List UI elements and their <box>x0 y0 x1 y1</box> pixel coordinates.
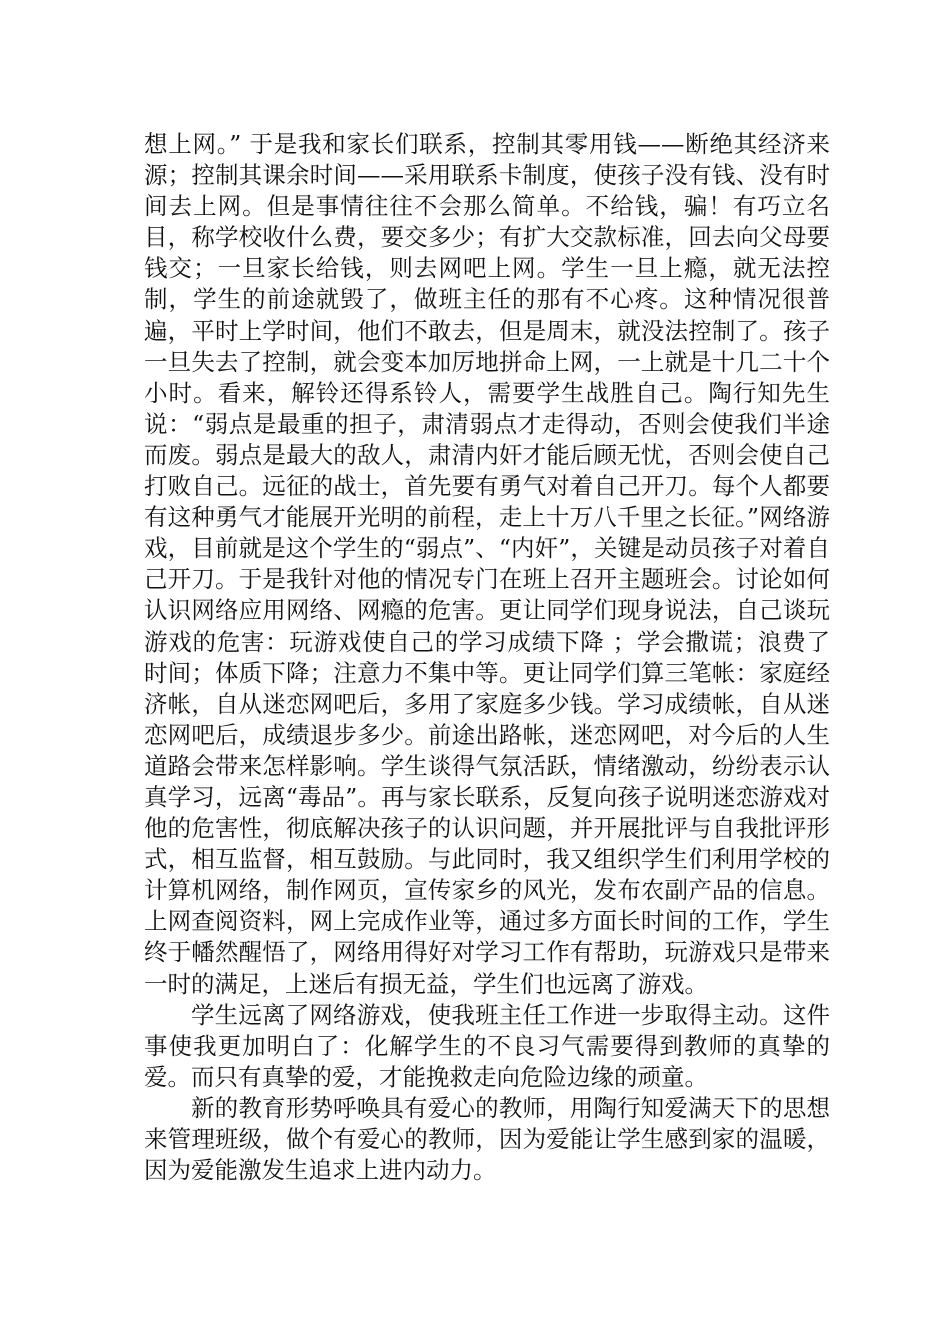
paragraph-conclusion: 新的教育形势呼唤具有爱心的教师，用陶行知爱满天下的思想来管理班级，做个有爱心的教师，因为爱能让学生感到家的温暖，因为爱能激发生追求上进内动力。 <box>144 1093 830 1185</box>
document-body <box>144 129 830 1186</box>
paragraph-continuation: 想上网。” 于是我和家长们联系，控制其零用钱——断绝其经济来源；控制其课余时间——采用联系卡制度，使孩子没有钱、没有时间去上网。但是事情往往不会那么简单。不给钱，骗！有巧立名目，称学校收什么费，要交多少；有扩大交款标准，回去向父母要钱交；一旦家长给钱，则去网吧上网。学生一旦上瘾，就无法控制，学生的前途就毁了，做班主任的那有不心疼。这种情况很普遍，平时上学时间，他们不敢去，但是周末，就没法控制了。孩子一旦失去了控制，就会变本加厉地拼命上网，一上就是十几二十个小时。看来，解铃还得系铃人，需要学生战胜自己。陶行知先生说：“弱点是最重的担子，肃清弱点才走得动，否则会使我们半途而废。弱点是最大的敌人，肃清内奸才能后顾无忧，否则会使自己打败自己。远征的战士，首先要有勇气对着自己开刀。每个人都要有这种勇气才能展开光明的前程，走上十万八千里之长征。”网络游戏，目前就是这个学生的“弱点”、“内奸”，关键是动员孩子对着自己开刀。于是我针对他的情况专门在班上召开主题班会。讨论如何认识网络应用网络、网瘾的危害。更让同学们现身说法，自己谈玩游戏的危害：玩游戏使自己的学习成绩下降 ；学会撒谎；浪费了时间；体质下降；注意力不集中等。更让同学们算三笔帐：家庭经济帐，自从迷恋网吧后，多用了家庭多少钱。学习成绩帐，自从迷恋网吧后，成绩退步多少。前途出路帐，迷恋网吧，对今后的人生道路会带来怎样影响。学生谈得气氛活跃，情绪激动，纷纷表示认真学习，远离“毒品”。再与家长联系，反复向孩子说明迷恋游戏对他的危害性，彻底解决孩子的认识问题，并开展批评与自我批评形式，相互监督，相互鼓励。与此同时，我又组织学生们利用学校的计算机网络，制作网页，宣传家乡的风光，发布农副产品的信息。上网查阅资料，网上完成作业等，通过多方面长时间的工作，学生终于幡然醒悟了，网络用得好对学习工作有帮助，玩游戏只是带来一时的满足，上迷后有损无益，学生们也远离了游戏。 <box>144 130 830 998</box>
paragraph-reflection: 学生远离了网络游戏，使我班主任工作进一步取得主动。这件事使我更加明白了：化解学生的不良习气需要得到教师的真挚的爱。而只有真挚的爱，才能挽救走向危险边缘的顽童。 <box>144 1000 830 1091</box>
